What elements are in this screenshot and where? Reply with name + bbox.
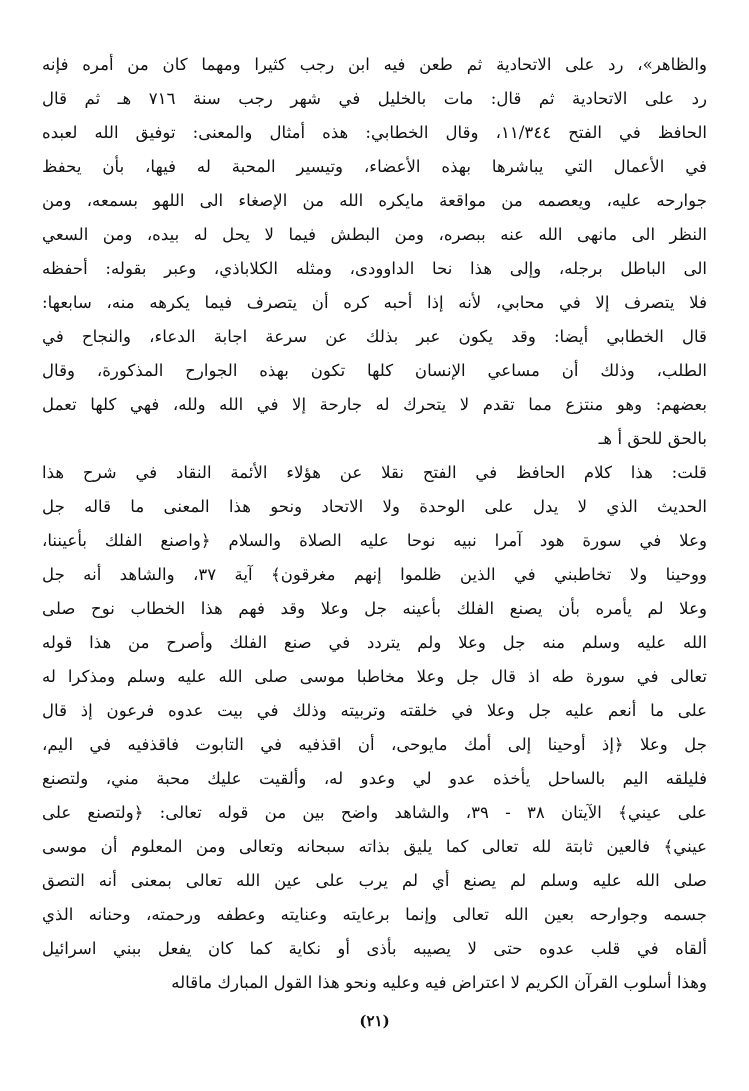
paragraph-2 xyxy=(42,456,707,1000)
text-line: الحديث الذي لا يدل على الوحدة ولا الاتحاد ونحو هذا المعنى ما قاله جل xyxy=(42,497,707,516)
text-line: الله عليه وسلم منه جل وعلا ولم يتردد في صنع الفلك وأصرح من هذا قوله xyxy=(42,633,707,652)
text-line: النظر الى مانهى الله عنه ببصره، ومن البطش فيما لا يحل له بيده، ومن السعي xyxy=(42,225,707,244)
text-line: الى الباطل برجله، وإلى هذا نحا الداوودى، ومثله الكلاباذي، وعبر بقوله: أحفظه xyxy=(42,259,707,278)
text-line: في الأعمال التي يباشرها بهذه الأعضاء، وتيسير المحبة له فيها، بأن يحفظ xyxy=(42,157,707,176)
text-line: جل وعلا ﴿إذ أوحينا إلى أمك مايوحى، أن اقذفيه في التابوت فاقذفيه في اليم، xyxy=(42,735,707,754)
text-line: الطلب، وذلك أن مساعي الإنسان كلها تكون بهذه الجوارح المذكورة، وقال xyxy=(42,361,707,380)
text-line: وعلا في سورة هود آمرا نبيه نوحا عليه الصلاة والسلام ﴿واصنع الفلك بأعيننا، xyxy=(42,531,707,550)
paragraph-1 xyxy=(42,48,707,456)
text-line: والظاهر»، رد على الاتحادية ثم طعن فيه ابن رجب كثيرا ومهما كان من أمره فإنه xyxy=(42,55,707,74)
text-line: قال الخطابي أيضا: وقد يكون عبر بذلك عن سرعة اجابة الدعاء، والنجاح في xyxy=(42,327,707,346)
text-line: على ما أنعم عليه جل وعلا في خلقته وتربيته وذلك في بيت عدوه فرعون إذ قال xyxy=(42,701,707,720)
page-number: (٢١) xyxy=(359,1012,390,1030)
text-line: وعلا لم يأمره بأن يصنع الفلك بأعينه جل وعلا وقد فهم هذا الخطاب نوح صلى xyxy=(42,599,707,618)
text-line: عيني﴾ فالعين ثابتة لله تعالى كما يليق بذاته سبحانه وتعالى ومن المعلوم أن موسى xyxy=(42,837,707,856)
text-line: جسمه وجوارحه بعين الله تعالى وإنما برعايته وعنايته وعطفه ورحمته، وحنانه الذي xyxy=(42,905,707,924)
text-line: ووحينا ولا تخاطبني في الذين ظلموا إنهم مغرقون﴾ آية ٣٧، والشاهد أنه جل xyxy=(42,565,707,584)
text-line: رد على الاتحادية ثم قال: مات بالخليل في شهر رجب سنة ٧١٦ هـ ثم قال xyxy=(42,89,707,108)
text-line: الحافظ في الفتح ١١/٣٤٤، وقال الخطابي: هذه أمثال والمعنى: توفيق الله لعبده xyxy=(42,123,707,142)
text-line: جوارحه عليه، ويعصمه من مواقعة مايكره الله من الإصغاء الى اللهو بسمعه، ومن xyxy=(42,191,707,210)
text-line: ألقاه في قلب عدوه حتى لا يصيبه بأذى أو نكاية كما كان يفعل ببني اسرائيل xyxy=(42,939,707,958)
text-line: بعضهم: وهو منتزع مما تقدم لا يتحرك له جارحة إلا في الله ولله، فهي كلها تعمل xyxy=(42,395,707,414)
text-line: فلا يتصرف إلا في محابي، لأنه إذا أحبه كره أن يتصرف فيما يكرهه منه، سابعها: xyxy=(42,293,707,312)
text-line: بالحق للحق أ هـ xyxy=(598,429,707,448)
text-line: صلى الله عليه وسلم لم يصنع أي لم يرب على عين الله تعالى بمعنى أنه التصق xyxy=(42,871,707,890)
page-body xyxy=(42,48,707,1048)
text-line: على عيني﴾ الآيتان ٣٨ - ٣٩، والشاهد واضح بين من قوله تعالى: ﴿ولتصنع على xyxy=(42,803,707,822)
text-line: تعالى في سورة طه اذ قال جل وعلا مخاطبا موسى صلى الله عليه وسلم ومذكرا له xyxy=(42,667,707,686)
text-line: قلت: هذا كلام الحافظ في الفتح نقلا عن هؤلاء الأئمة النقاد في شرح هذا xyxy=(42,463,707,482)
text-line: وهذا أسلوب القرآن الكريم لا اعتراض فيه وعليه ونحو هذا القول المبارك ماقاله xyxy=(171,973,707,992)
text-line: فليلقه اليم بالساحل يأخذه عدو لي وعدو له، وألقيت عليك محبة مني، ولتصنع xyxy=(42,769,707,788)
